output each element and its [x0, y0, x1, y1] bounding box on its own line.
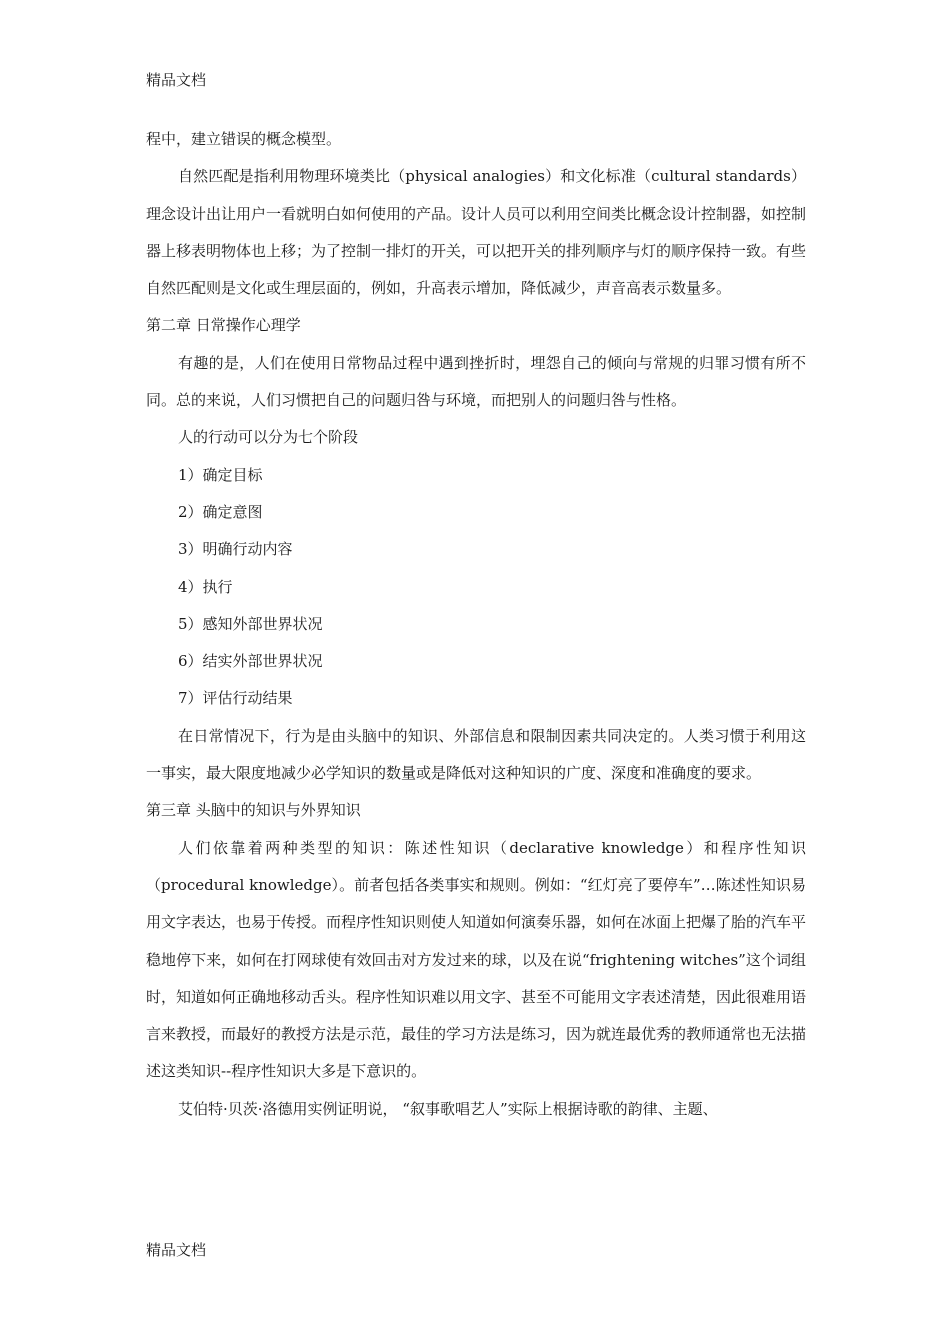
paragraph: 程中，建立错误的概念模型。 — [146, 130, 342, 148]
chapter-heading: 第二章 日常操作心理学 — [146, 316, 301, 335]
page-footer: 精品文档 — [146, 1241, 207, 1259]
chapter-heading: 第三章 头脑中的知识与外界知识 — [146, 801, 361, 820]
list-item: 5）感知外部世界状况 — [178, 614, 323, 633]
page-header: 精品文档 — [146, 71, 207, 89]
list-item: 3）明确行动内容 — [178, 540, 293, 559]
paragraph: 有趣的是，人们在使用日常物品过程中遇到挫折时，埋怨自己的倾向与常规的归罪习惯有所不同。总的来说，人们习惯把自己的问题归咎与环境，而把别人的问题归咎与性格。 — [146, 353, 806, 410]
paragraph: 自然匹配是指利用物理环境类比（physical analogies）和文化标准（cultural standards）理念设计出让用户一看就明白如何使用的产品。设计人员可以利用空间类比概念设计控制器，如控制器上移表明物体也上移；为了控制一排灯的开关，可以把开关的排列顺序与灯的顺序保持一致。有些自然匹配则是文化或生理层面的，例如，升高表示增加，降低减少，声音高表示数量多。 — [146, 167, 807, 298]
list-item: 6）结实外部世界状况 — [178, 652, 323, 671]
list-item: 7）评估行动结果 — [178, 689, 293, 708]
list-item: 1）确定目标 — [178, 465, 263, 484]
list-item: 2）确定意图 — [178, 502, 263, 521]
document-body — [146, 121, 806, 1128]
paragraph: 艾伯特·贝茨·洛德用实例证明说， “叙事歌唱艺人”实际上根据诗歌的韵律、主题、 — [178, 1099, 718, 1118]
paragraph: 人的行动可以分为七个阶段 — [178, 428, 359, 447]
paragraph: 在日常情况下，行为是由头脑中的知识、外部信息和限制因素共同决定的。人类习惯于利用这一事实，最大限度地减少必学知识的数量或是降低对这种知识的广度、深度和准确度的要求。 — [146, 726, 806, 783]
list-item: 4）执行 — [178, 577, 233, 596]
paragraph: 人们依靠着两种类型的知识：陈述性知识（declarative knowledge）和程序性知识（procedural knowledge）。前者包括各类事实和规则。例如：“红灯亮了要停车”…陈述性知识易用文字表达，也易于传授。而程序性知识则使人知道如何演奏乐器，如何在冰面上把爆了胎的汽车平稳地停下来，如何在打网球使有效回击对方发过来的球，以及在说“frightening witches”这个词组时，知道如何正确地移动舌头。程序性知识难以用文字、甚至不可能用文字表述清楚，因此很难用语言来教授，而最好的教授方法是示范，最佳的学习方法是练习，因为就连最优秀的教师通常也无法描述这类知识--程序性知识大多是下意识的。 — [146, 838, 807, 1081]
